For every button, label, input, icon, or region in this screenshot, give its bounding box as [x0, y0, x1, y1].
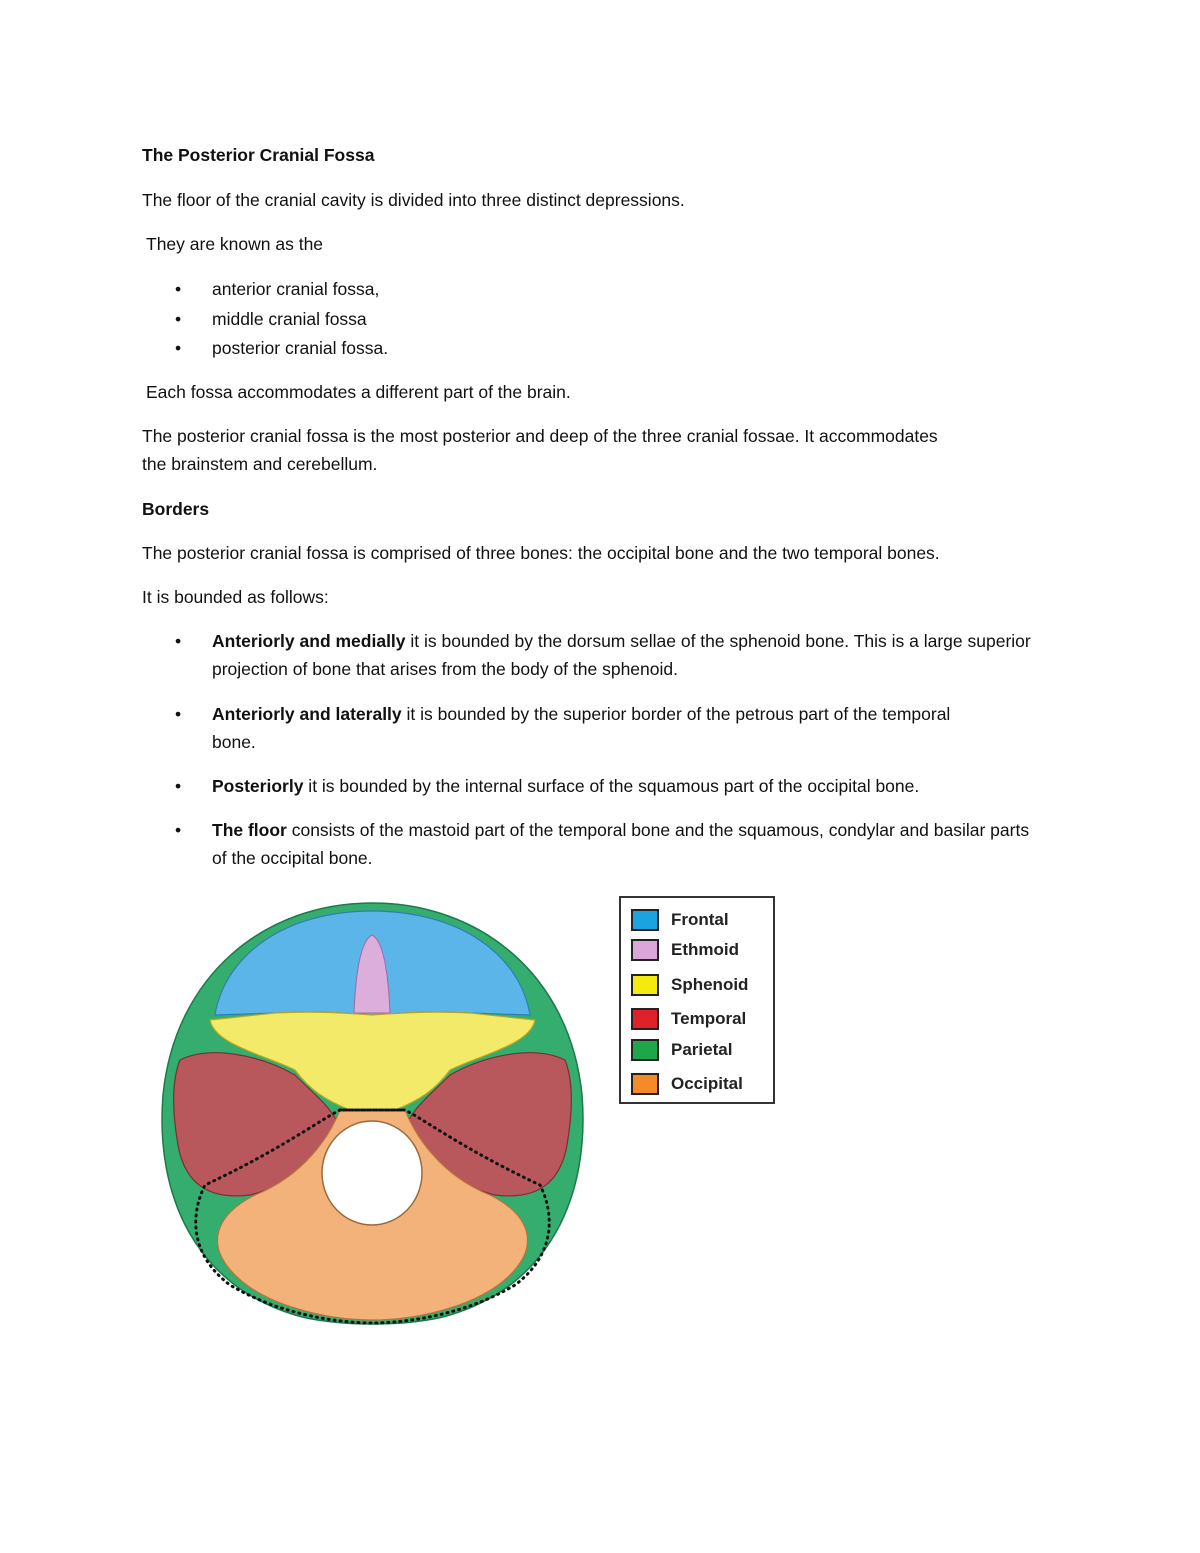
bullet-icon: • — [175, 338, 182, 358]
each-fossa-paragraph: Each fossa accommodates a different part of the brain. — [146, 382, 571, 402]
foramen-magnum — [322, 1121, 422, 1225]
legend-item-sphenoid: Sphenoid — [631, 971, 748, 999]
posterior-paragraph-line2: the brainstem and cerebellum. — [142, 454, 378, 474]
parietal-swatch — [631, 1039, 659, 1061]
bullet-icon: • — [175, 309, 182, 329]
legend-item-occipital: Occipital — [631, 1070, 743, 1098]
posterior-paragraph-line1: The posterior cranial fossa is the most posterior and deep of the three cranial fossae. It accommodates — [142, 426, 938, 446]
ethmoid-swatch — [631, 939, 659, 961]
borders-heading: Borders — [142, 499, 210, 519]
list-item: • Posteriorly it is bounded by the internal surface of the squamous part of the occipital bone. — [212, 772, 1062, 800]
bullet-icon: • — [175, 631, 182, 651]
page-title: The Posterior Cranial Fossa — [142, 145, 375, 165]
bullet-icon: • — [175, 776, 182, 796]
list-item: • Anteriorly and medially it is bounded by the dorsum sellae of the sphenoid bone. This is a large superior projection of bone that arises from the body of the sphenoid. — [212, 627, 1062, 683]
legend-item-parietal: Parietal — [631, 1036, 732, 1064]
sphenoid-swatch — [631, 974, 659, 996]
legend-item-frontal: Frontal — [631, 906, 729, 934]
legend-item-ethmoid: Ethmoid — [631, 936, 739, 964]
known-as-paragraph: They are known as the — [146, 234, 324, 254]
skull-base-illustration — [150, 895, 595, 1335]
list-item: • Anteriorly and laterally it is bounded by the superior border of the petrous part of the temporal bone. — [212, 700, 952, 756]
bullet-icon: • — [175, 704, 182, 724]
frontal-swatch — [631, 909, 659, 931]
occipital-swatch — [631, 1073, 659, 1095]
bounded-intro-paragraph: It is bounded as follows: — [142, 587, 329, 607]
list-item: • posterior cranial fossa. — [212, 334, 388, 362]
list-item: • The floor consists of the mastoid part of the temporal bone and the squamous, condylar and basilar parts of the occipital bone. — [212, 816, 1042, 872]
borders-intro-paragraph: The posterior cranial fossa is comprised of three bones: the occipital bone and the two temporal bones. — [142, 543, 940, 563]
bullet-icon: • — [175, 279, 182, 299]
bullet-icon: • — [175, 820, 182, 840]
list-item: • anterior cranial fossa, — [212, 275, 379, 303]
intro-paragraph: The floor of the cranial cavity is divided into three distinct depressions. — [142, 190, 685, 210]
legend-item-temporal: Temporal — [631, 1005, 746, 1033]
list-item: • middle cranial fossa — [212, 305, 367, 333]
bone-legend — [619, 896, 775, 1104]
temporal-swatch — [631, 1008, 659, 1030]
